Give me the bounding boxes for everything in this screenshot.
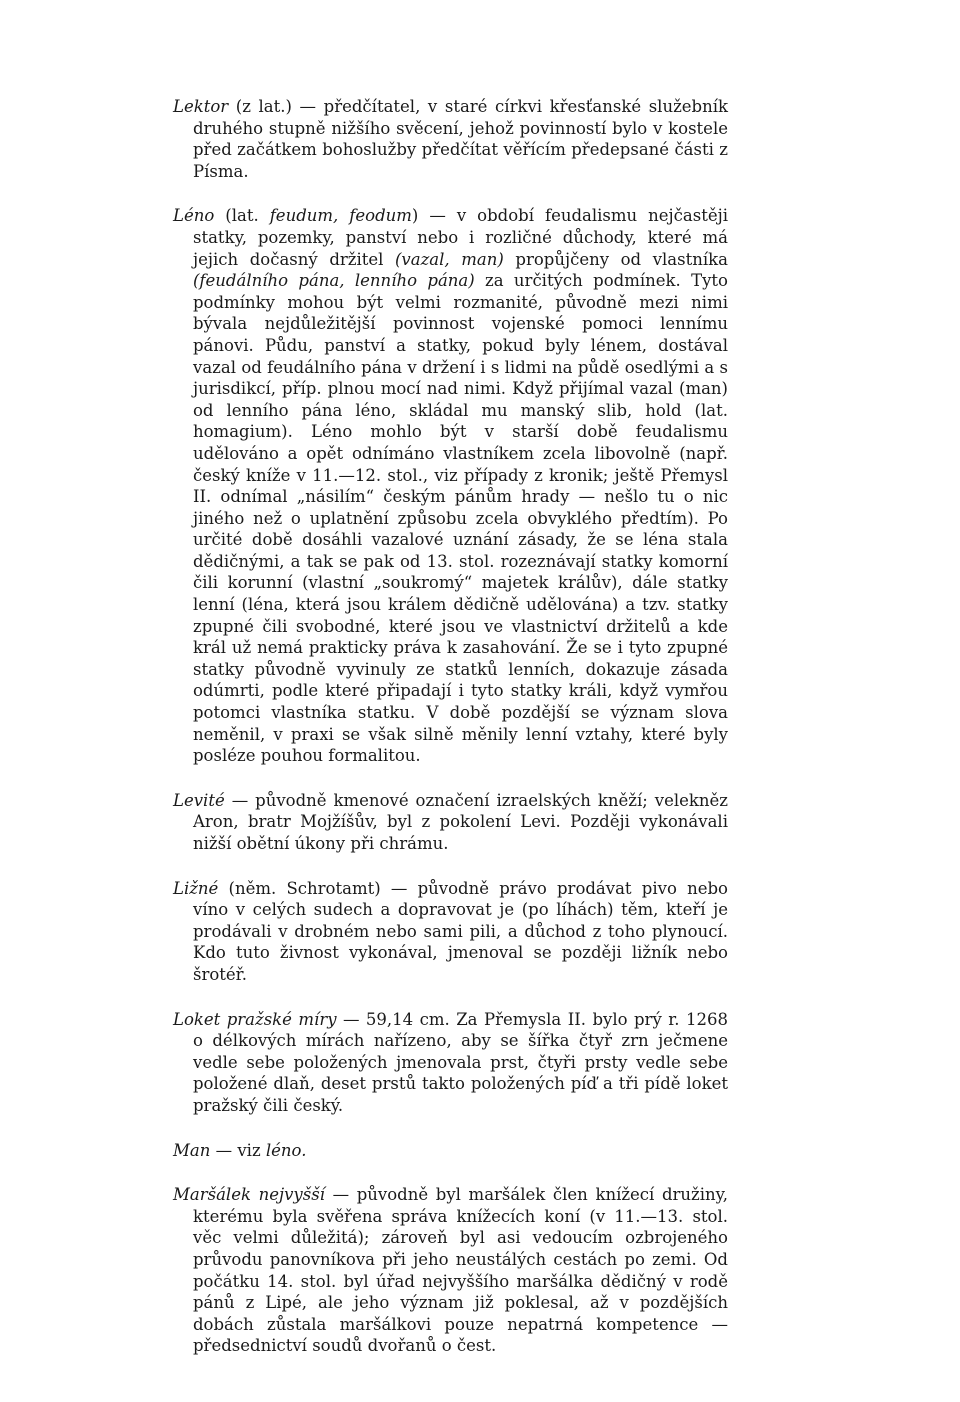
entry-term: Maršálek nejvyšší (173, 1185, 325, 1205)
entry-text: propůjčeny od vlastníka (503, 249, 728, 269)
entry-term: Loket pražské míry (173, 1009, 337, 1029)
entry-italic-text: feudum, feodum (269, 206, 412, 226)
entry-text: — viz (210, 1140, 266, 1160)
entry-leno (173, 205, 728, 766)
entry-term: Man (173, 1140, 211, 1160)
entry-lizne (173, 878, 728, 986)
entry-text: (něm. Schrotamt) — původně právo prodávat pivo nebo víno v celých sudech a dopravovat je (po líhách) těm, kteří je prodávali v drobném nebo sami pili, a důchod z toho plynoucí. Kdo tuto živnost vykonával, jmenoval se později ližník nebo šrotéř. (193, 878, 728, 984)
entry-term: Lektor (173, 97, 229, 116)
entry-text: ) — v období feudalismu nejčastěji statky, pozemky, panství nebo i rozličné důchody, které má jejich dočasný držitel (193, 206, 728, 269)
entry-text: — 59,14 cm. Za Přemysla II. bylo prý r. 1268 o délkových mírách nařízeno, aby se šířka čtyř zrn ječmene vedle sebe položených jmenovala prst, čtyři prsty vedle sebe položené dlaň, deset prstů takto položených píď a tři pídě loket pražský čili český. (193, 1009, 728, 1115)
entry-text: za určitých podmínek. Tyto podmínky mohou být velmi rozmanité, původně mezi nimi bývala nejdůležitější povinnost vojenské pomoci lennímu pánovi. Půdu, panství a statky, pokud byly lénem, dostával vazal od feudálního pána v držení i s lidmi na půdě osedlými a s jurisdikcí, příp. plnou mocí nad nimi. Když přijímal vazal (man) od lenního pána léno, skládal mu manský slib, hold (lat. homagium). Léno mohlo být v starší době feudalismu udělováno a opět odnímáno vlastníkem zcela libovolně (např. český kníže v 11.—12. stol., viz případy z kronik; ještě Přemysl II. odnímal „násilím“ českým pánům hrady — nešlo tu o nic jiného než o uplatnění způsobu zcela obvyklého předtím). Po určité době dosáhli vazalové uznání zásady, že se léna stala dědičnými, a tak se pak od 13. stol. rozeznávají statky komorní čili korunní (vlastní „soukromý“ majetek králův), dále statky lenní (léna, která jsou králem dědičně udělována) a tzv. statky zpupné čili svobodné, které jsou ve vlastnictví držitelů a kde král už nemá prakticky práva k zasahování. Že se i tyto zpupné statky původně vyvinuly ze statků lenních, dokazuje zásada odúmrti, podle které připadají i tyto statky králi, když vymřou potomci vlastníka statku. V době pozdější se význam slova neměnil, v praxi se však silně měnily lenní vztahy, které byly posléze pouhou formalitou. (193, 271, 728, 766)
entry-italic-text: (vazal, man) (395, 249, 504, 269)
entry-text: (z lat.) — předčítatel, v staré církvi křesťanské služebník druhého stupně nižšího svěcení, jehož povinností bylo v kostele před začátkem bohoslužby předčítat věřícím předepsané části z Písma. (193, 97, 728, 181)
entry-cross-reference: léno. (265, 1140, 307, 1160)
entry-text: — původně kmenové označení izraelských kněží; velekněz Aron, bratr Mojžíšův, byl z pokolení Levi. Později vykonávali nižší obětní úkony při chrámu. (193, 790, 728, 853)
entry-term: Léno (173, 206, 215, 226)
entry-term: Ližné (173, 878, 219, 898)
entry-text: (lat. (214, 206, 270, 226)
entry-man (173, 1140, 728, 1162)
entry-levite (173, 790, 728, 855)
entry-marsalek (173, 1184, 728, 1357)
entry-italic-text: (feudálního pána, lenního pána) (193, 271, 475, 291)
entry-term: Levité (173, 790, 225, 810)
entry-lektor (173, 96, 728, 182)
entry-text: — původně byl maršálek člen knížecí družiny, kterému byla svěřena správa knížecích koní (v 11.—13. stol. věc velmi důležitá); zároveň byl asi vedoucím ozbrojeného průvodu panovníkova při jeho neustálých cestách po zemi. Od počátku 14. stol. byl úřad nejvyššího maršálka dědičný v rodě pánů z Lipé, ale jeho význam již poklesal, až v pozdějších dobách zůstala maršálkovi pouze nepatrná kompetence — předsednictví soudů dvořanů o čest. (193, 1185, 728, 1356)
glossary-page (173, 96, 728, 1380)
entry-loket (173, 1009, 728, 1117)
